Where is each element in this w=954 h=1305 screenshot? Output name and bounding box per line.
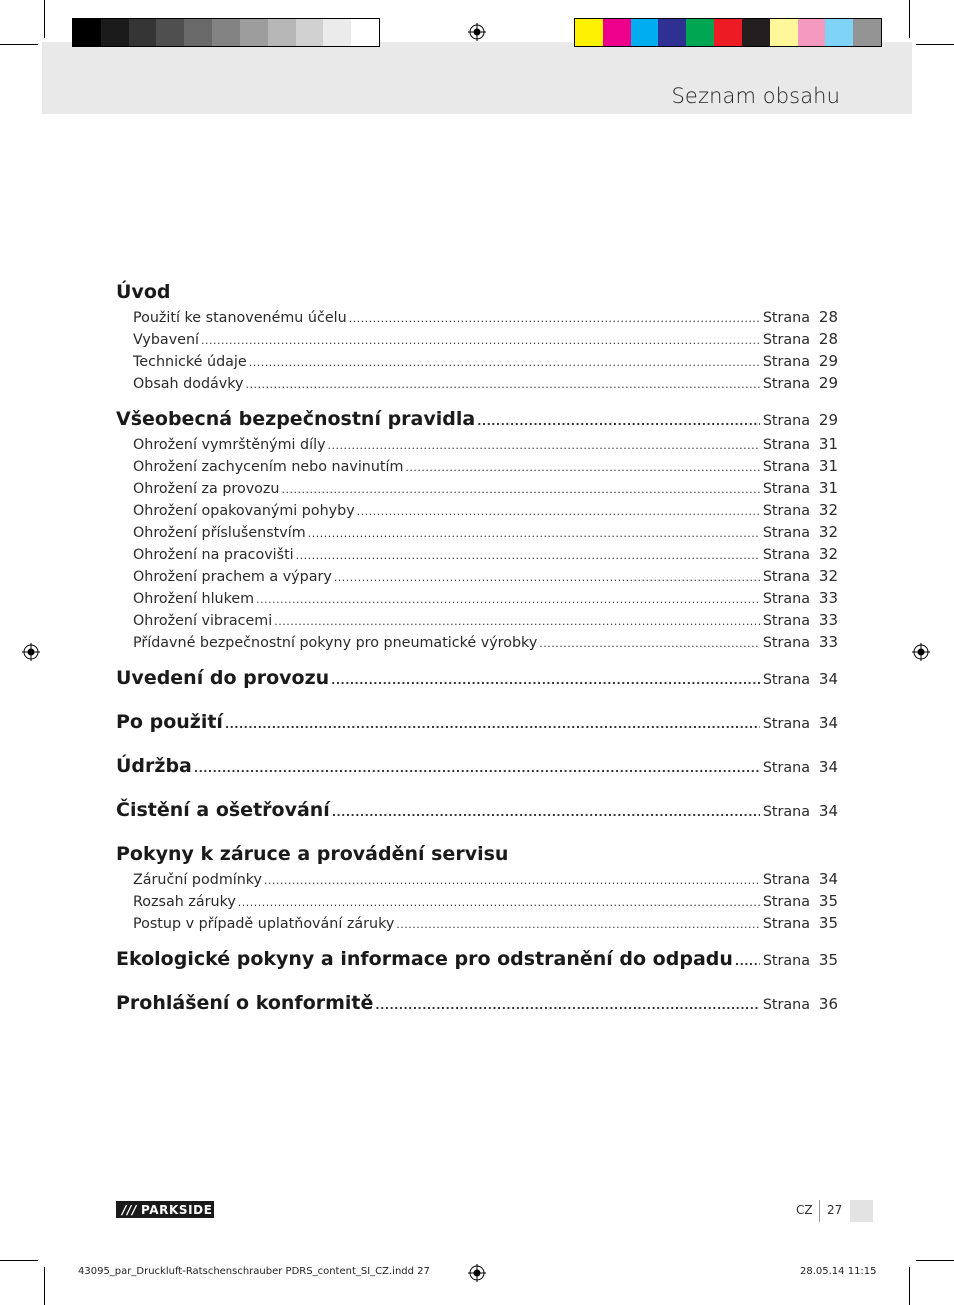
entry-page-number: 35 — [818, 892, 838, 910]
strana-label: Strana — [762, 591, 810, 607]
strana-label: Strana — [762, 376, 810, 392]
color-swatch — [575, 19, 603, 46]
color-swatch — [351, 19, 379, 46]
section-title: Čistění a ošetřování — [116, 799, 330, 821]
color-swatch — [212, 19, 240, 46]
strana-label: Strana — [762, 332, 810, 348]
dot-leader — [256, 589, 760, 611]
toc-section-heading[interactable] — [116, 840, 838, 868]
strana-label: Strana — [762, 525, 810, 541]
dot-leader — [349, 308, 760, 330]
page-number: 27 — [827, 1203, 843, 1217]
dot-leader — [405, 457, 759, 479]
section-title: Všeobecná bezpečnostní pravidla — [116, 408, 476, 430]
section-page-number: 34 — [818, 758, 838, 776]
toc-section — [116, 796, 838, 824]
entry-page-number: 31 — [818, 457, 838, 475]
toc-section — [116, 664, 838, 692]
strana-label: Strana — [762, 547, 810, 563]
entry-label: Ohrožení zachycením nebo navinutím — [133, 459, 404, 475]
strana-label: Strana — [762, 354, 810, 370]
entry-page-number: 32 — [818, 501, 838, 519]
color-swatch — [825, 19, 853, 46]
section-page-number: 34 — [818, 802, 838, 820]
color-swatch — [240, 19, 268, 46]
crop-mark — [44, 1267, 45, 1305]
section-page-number: 36 — [818, 995, 838, 1013]
page-title: Seznam obsahu — [671, 84, 840, 108]
toc-section — [116, 278, 838, 394]
color-swatch — [686, 19, 714, 46]
entry-page-number: 31 — [818, 479, 838, 497]
section-page-number: 35 — [818, 951, 838, 969]
color-swatch — [770, 19, 798, 46]
color-swatch — [603, 19, 631, 46]
strana-label: Strana — [762, 760, 810, 776]
strana-label: Strana — [762, 672, 810, 688]
entry-label: Ohrožení vibracemi — [133, 613, 273, 629]
dot-leader — [332, 799, 760, 827]
strana-label: Strana — [762, 953, 810, 969]
section-gap — [116, 973, 838, 989]
entry-page-number: 31 — [818, 435, 838, 453]
entry-label: Ohrožení vymrštěnými díly — [133, 437, 326, 453]
registration-mark-icon — [912, 643, 930, 661]
section-title: Úvod — [116, 281, 171, 303]
toc-section-heading[interactable] — [116, 989, 838, 1017]
dot-leader — [477, 408, 760, 436]
print-slug-date: 28.05.14 11:15 — [800, 1266, 877, 1277]
toc-entry[interactable] — [116, 543, 838, 565]
toc-section-heading[interactable] — [116, 405, 838, 433]
dot-leader — [194, 755, 760, 783]
toc-entry[interactable] — [116, 521, 838, 543]
footer-divider — [819, 1200, 820, 1222]
entry-label: Ohrožení příslušenstvím — [133, 525, 306, 541]
dot-leader — [274, 611, 760, 633]
logo-mark: /// — [122, 1202, 137, 1217]
registration-mark-icon — [468, 23, 486, 41]
page-number-tab — [850, 1200, 873, 1222]
entry-label: Vybavení — [133, 332, 199, 348]
toc-section-heading[interactable] — [116, 796, 838, 824]
color-swatch — [129, 19, 157, 46]
section-title: Uvedení do provozu — [116, 667, 330, 689]
dot-leader — [246, 374, 760, 396]
dot-leader — [308, 523, 760, 545]
section-page-number: 34 — [818, 670, 838, 688]
section-page-number: 29 — [818, 411, 838, 429]
strana-label: Strana — [762, 413, 810, 429]
dot-leader — [396, 914, 760, 936]
toc-section-heading[interactable] — [116, 278, 838, 306]
dot-leader — [264, 870, 760, 892]
color-swatch — [73, 19, 101, 46]
toc-entry[interactable] — [116, 631, 838, 653]
toc-section — [116, 708, 838, 736]
dot-leader — [735, 948, 760, 976]
toc-entry[interactable] — [116, 306, 838, 328]
toc-entry[interactable] — [116, 477, 838, 499]
crop-mark — [0, 1260, 38, 1261]
entry-page-number: 33 — [818, 611, 838, 629]
entry-label: Obsah dodávky — [133, 376, 244, 392]
entry-label: Ohrožení prachem a výpary — [133, 569, 332, 585]
toc-section — [116, 840, 838, 934]
section-title: Údržba — [116, 755, 192, 777]
toc-section — [116, 752, 838, 780]
registration-mark-icon — [22, 643, 40, 661]
strana-label: Strana — [762, 310, 810, 326]
color-swatch — [156, 19, 184, 46]
entry-label: Přídavné bezpečnostní pokyny pro pneumatické výrobky — [133, 635, 538, 651]
toc-entry[interactable] — [116, 328, 838, 350]
strana-label: Strana — [762, 481, 810, 497]
entry-page-number: 32 — [818, 545, 838, 563]
crop-mark — [916, 1260, 954, 1261]
toc-entry[interactable] — [116, 868, 838, 890]
section-page-number: 34 — [818, 714, 838, 732]
entry-page-number: 32 — [818, 567, 838, 585]
toc-section-heading[interactable] — [116, 664, 838, 692]
section-title: Pokyny k záruce a provádění servisu — [116, 843, 509, 865]
entry-label: Použití ke stanovenému účelu — [133, 310, 347, 326]
strana-label: Strana — [762, 916, 810, 932]
toc-section — [116, 945, 838, 973]
gray-calibration-strip — [72, 18, 380, 47]
color-swatch — [658, 19, 686, 46]
dot-leader — [357, 501, 760, 523]
entry-page-number: 33 — [818, 633, 838, 651]
logo-text: PARKSIDE — [140, 1202, 213, 1217]
dot-leader — [249, 352, 760, 374]
toc-entry[interactable] — [116, 890, 838, 912]
strana-label: Strana — [762, 569, 810, 585]
dot-leader — [375, 992, 759, 1020]
toc-entry[interactable] — [116, 433, 838, 455]
dot-leader — [328, 435, 760, 457]
entry-page-number: 32 — [818, 523, 838, 541]
toc-entry[interactable] — [116, 499, 838, 521]
dot-leader — [238, 892, 760, 914]
color-swatch — [323, 19, 351, 46]
color-swatch — [268, 19, 296, 46]
toc-entry[interactable] — [116, 350, 838, 372]
color-swatch — [742, 19, 770, 46]
toc-section — [116, 405, 838, 653]
toc-section — [116, 989, 838, 1017]
dot-leader — [225, 711, 760, 739]
entry-label: Postup v případě uplatňování záruky — [133, 916, 395, 932]
strana-label: Strana — [762, 894, 810, 910]
dot-leader — [334, 567, 760, 589]
crop-mark — [0, 44, 38, 45]
entry-page-number: 29 — [818, 352, 838, 370]
strana-label: Strana — [762, 459, 810, 475]
table-of-contents — [116, 278, 838, 1017]
section-title: Ekologické pokyny a informace pro odstranění do odpadu — [116, 948, 733, 970]
crop-mark — [916, 44, 954, 45]
strana-label: Strana — [762, 872, 810, 888]
parkside-logo — [116, 1201, 214, 1218]
entry-label: Technické údaje — [133, 354, 247, 370]
entry-label: Ohrožení opakovanými pohyby — [133, 503, 355, 519]
dot-leader — [296, 545, 760, 567]
entry-page-number: 35 — [818, 914, 838, 932]
crop-mark — [909, 0, 910, 38]
color-swatch — [714, 19, 742, 46]
section-title: Po použití — [116, 711, 223, 733]
color-swatch — [184, 19, 212, 46]
toc-section-heading[interactable] — [116, 945, 838, 973]
toc-entry[interactable] — [116, 609, 838, 631]
dot-leader — [281, 479, 759, 501]
entry-page-number: 33 — [818, 589, 838, 607]
entry-page-number: 28 — [818, 330, 838, 348]
strana-label: Strana — [762, 635, 810, 651]
color-swatch — [101, 19, 129, 46]
crop-mark — [909, 1267, 910, 1305]
toc-entry[interactable] — [116, 912, 838, 934]
entry-label: Ohrožení za provozu — [133, 481, 280, 497]
strana-label: Strana — [762, 716, 810, 732]
entry-label: Ohrožení hlukem — [133, 591, 255, 607]
strana-label: Strana — [762, 804, 810, 820]
color-swatch — [853, 19, 881, 46]
toc-entry[interactable] — [116, 587, 838, 609]
entry-label: Záruční podmínky — [133, 872, 263, 888]
color-swatch — [631, 19, 659, 46]
entry-label: Rozsah záruky — [133, 894, 236, 910]
entry-label: Ohrožení na pracovišti — [133, 547, 294, 563]
color-swatch — [296, 19, 324, 46]
print-slug-file: 43095_par_Druckluft-Ratschenschrauber PDRS_content_SI_CZ.indd 27 — [78, 1266, 430, 1277]
color-swatch — [798, 19, 826, 46]
entry-page-number: 29 — [818, 374, 838, 392]
toc-entry[interactable] — [116, 372, 838, 394]
toc-section-heading[interactable] — [116, 752, 838, 780]
dot-leader — [331, 667, 760, 695]
entry-page-number: 34 — [818, 870, 838, 888]
strana-label: Strana — [762, 437, 810, 453]
strana-label: Strana — [762, 503, 810, 519]
dot-leader — [539, 633, 760, 655]
strana-label: Strana — [762, 997, 810, 1013]
toc-entry[interactable] — [116, 565, 838, 587]
toc-section-heading[interactable] — [116, 708, 838, 736]
language-code: CZ — [796, 1203, 813, 1217]
crop-mark — [44, 0, 45, 38]
dot-leader — [201, 330, 760, 352]
section-title: Prohlášení o konformitě — [116, 992, 374, 1014]
color-calibration-strip — [574, 18, 882, 47]
strana-label: Strana — [762, 613, 810, 629]
registration-mark-icon — [468, 1264, 486, 1282]
entry-page-number: 28 — [818, 308, 838, 326]
toc-entry[interactable] — [116, 455, 838, 477]
